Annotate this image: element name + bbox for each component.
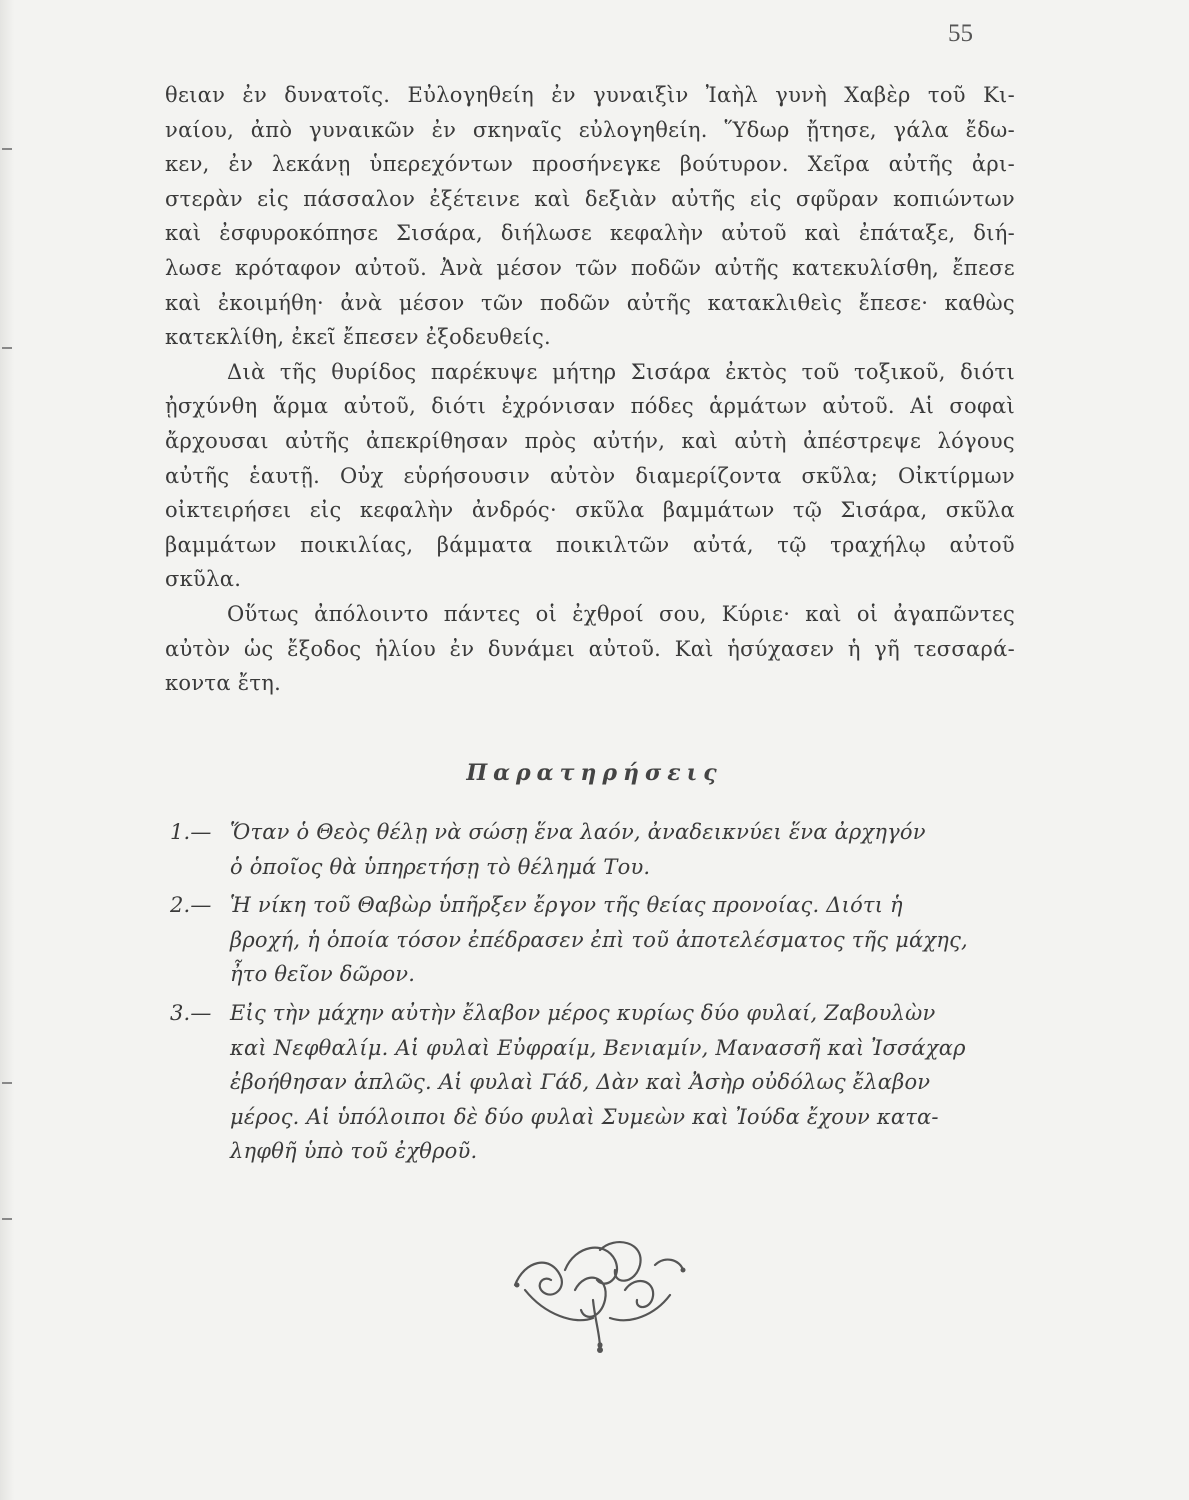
margin-mark (2, 347, 12, 349)
note-number: 2.— (170, 893, 212, 918)
note-item (170, 815, 1015, 884)
note-item (170, 996, 1015, 1169)
note-text: Ὅταν ὁ Θεὸς θέλῃ νὰ σώσῃ ἕνα λαόν, ἀναδεικνύει ἕνα ἀρχηγόν (230, 820, 926, 844)
note-text: Ἡ νίκη τοῦ Θαβὼρ ὑπῆρξεν ἔργον τῆς θείας προνοίας. Διότι ἡ (230, 893, 903, 918)
note-item (170, 888, 1015, 992)
note-text: καὶ Νεφθαλίμ. Αἱ φυλαὶ Εὐφραίμ, Βενιαμίν, Μανασσῆ καὶ Ἰσσάχαρ (230, 1035, 966, 1060)
note-number: 1.— (170, 820, 212, 844)
text-line: αὐτῆς ἑαυτῇ. Οὐχ εὑρήσουσιν αὐτὸν διαμερίζοντα σκῦλα; Οἰκτίρμων (165, 463, 1015, 488)
text-line: αὐτὸν ὡς ἔξοδος ἡλίου ἐν δυνάμει αὐτοῦ. Καὶ ἡσύχασεν ἡ γῆ τεσσαρά- (165, 636, 1015, 661)
text-line: ἄρχουσαι αὐτῆς ἀπεκρίθησαν πρὸς αὐτήν, καὶ αὐτὴ ἀπέστρεψε λόγους (165, 428, 1015, 453)
margin-mark (2, 1218, 12, 1220)
note-first-line (170, 815, 1015, 850)
margin-mark (2, 1082, 12, 1084)
text-line: καὶ ἐκοιμήθη· ἀνὰ μέσον τῶν ποδῶν αὐτῆς κατακλιθεὶς ἔπεσε· καθὼς (165, 290, 1015, 315)
notes-heading: Παρατηρήσεις (466, 760, 723, 786)
text-line: κοντα ἔτη. (165, 671, 282, 696)
text-line: κατεκλίθη, ἐκεῖ ἔπεσεν ἐξοδευθείς. (165, 325, 551, 350)
note-text: ληφθῆ ὑπὸ τοῦ ἐχθροῦ. (230, 1139, 478, 1164)
text-line: λωσε κρόταφον αὐτοῦ. Ἀνὰ μέσον τῶν ποδῶν αὐτῆς κατεκυλίσθη, ἔπεσε (165, 255, 1015, 280)
text-line: οἰκτειρήσει εἰς κεφαλὴν ἀνδρός· σκῦλα βαμμάτων τῷ Σισάρα, σκῦλα (165, 498, 1015, 523)
main-text (165, 78, 1015, 701)
text-line: θειαν ἐν δυνατοῖς. Εὐλογηθείη ἐν γυναιξὶν Ἰαὴλ γυνὴ Χαβὲρ τοῦ Κι- (165, 83, 1015, 107)
note-number: 3.— (170, 1000, 212, 1025)
text-line: βαμμάτων ποικιλίας, βάμματα ποικιλτῶν αὐτά, τῷ τραχήλῳ αὐτοῦ (165, 532, 1015, 557)
text-line: Διὰ τῆς θυρίδος παρέκυψε μήτηρ Σισάρα ἐκτὸς τοῦ τοξικοῦ, διότι (227, 359, 1015, 384)
text-line: ναίου, ἀπὸ γυναικῶν ἐν σκηναῖς εὐλογηθείη. Ὕδωρ ᾔτησε, γάλα ἔδω- (165, 117, 1015, 142)
note-text: βροχή, ἡ ὁποία τόσον ἐπέδρασεν ἐπὶ τοῦ ἀποτελέσματος τῆς μάχης, (230, 927, 968, 952)
text-line: κεν, ἐν λεκάνῃ ὑπερεχόντων προσήνεγκε βούτυρον. Χεῖρα αὐτῆς ἀρι- (165, 152, 1015, 177)
note-text: Εἰς τὴν μάχην αὐτὴν ἔλαβον μέρος κυρίως δύο φυλαί, Ζαβουλὼν (230, 1000, 936, 1025)
text-line: ᾐσχύνθη ἅρμα αὐτοῦ, διότι ἐχρόνισαν πόδες ἁρμάτων αὐτοῦ. Αἱ σοφαὶ (165, 394, 1015, 419)
text-line: σκῦλα. (165, 567, 242, 592)
text-line: καὶ ἐσφυροκόπησε Σισάρα, διήλωσε κεφαλὴν αὐτοῦ καὶ ἐπάταξε, διή- (165, 221, 1015, 246)
notes-list (170, 815, 1015, 1173)
note-text: ἐβοήθησαν ἁπλῶς. Αἱ φυλαὶ Γάδ, Δὰν καὶ Ἀσὴρ οὐδόλως ἔλαβον (230, 1070, 931, 1095)
page-number: 55 (948, 20, 973, 47)
note-text: ἦτο θεῖον δῶρον. (230, 962, 416, 987)
margin-mark (2, 148, 12, 150)
note-first-line (170, 996, 1015, 1031)
note-first-line (170, 888, 1015, 923)
floral-vignette-icon (505, 1230, 695, 1355)
note-text: μέρος. Αἱ ὑπόλοιποι δὲ δύο φυλαὶ Συμεὼν καὶ Ἰούδα ἔχουν κατα- (230, 1104, 939, 1129)
text-line: Οὕτως ἀπόλοιντο πάντες οἱ ἐχθροί σου, Κύριε· καὶ οἱ ἀγαπῶντες (227, 601, 1015, 626)
note-text: ὁ ὁποῖος θὰ ὑπηρετήσῃ τὸ θέλημά Του. (230, 854, 651, 879)
text-line: στερὰν εἰς πάσσαλον ἐξέτεινε καὶ δεξιὰν αὐτῆς εἰς σφῦραν κοπιώντων (165, 186, 1015, 211)
binding-edge (0, 0, 14, 1500)
